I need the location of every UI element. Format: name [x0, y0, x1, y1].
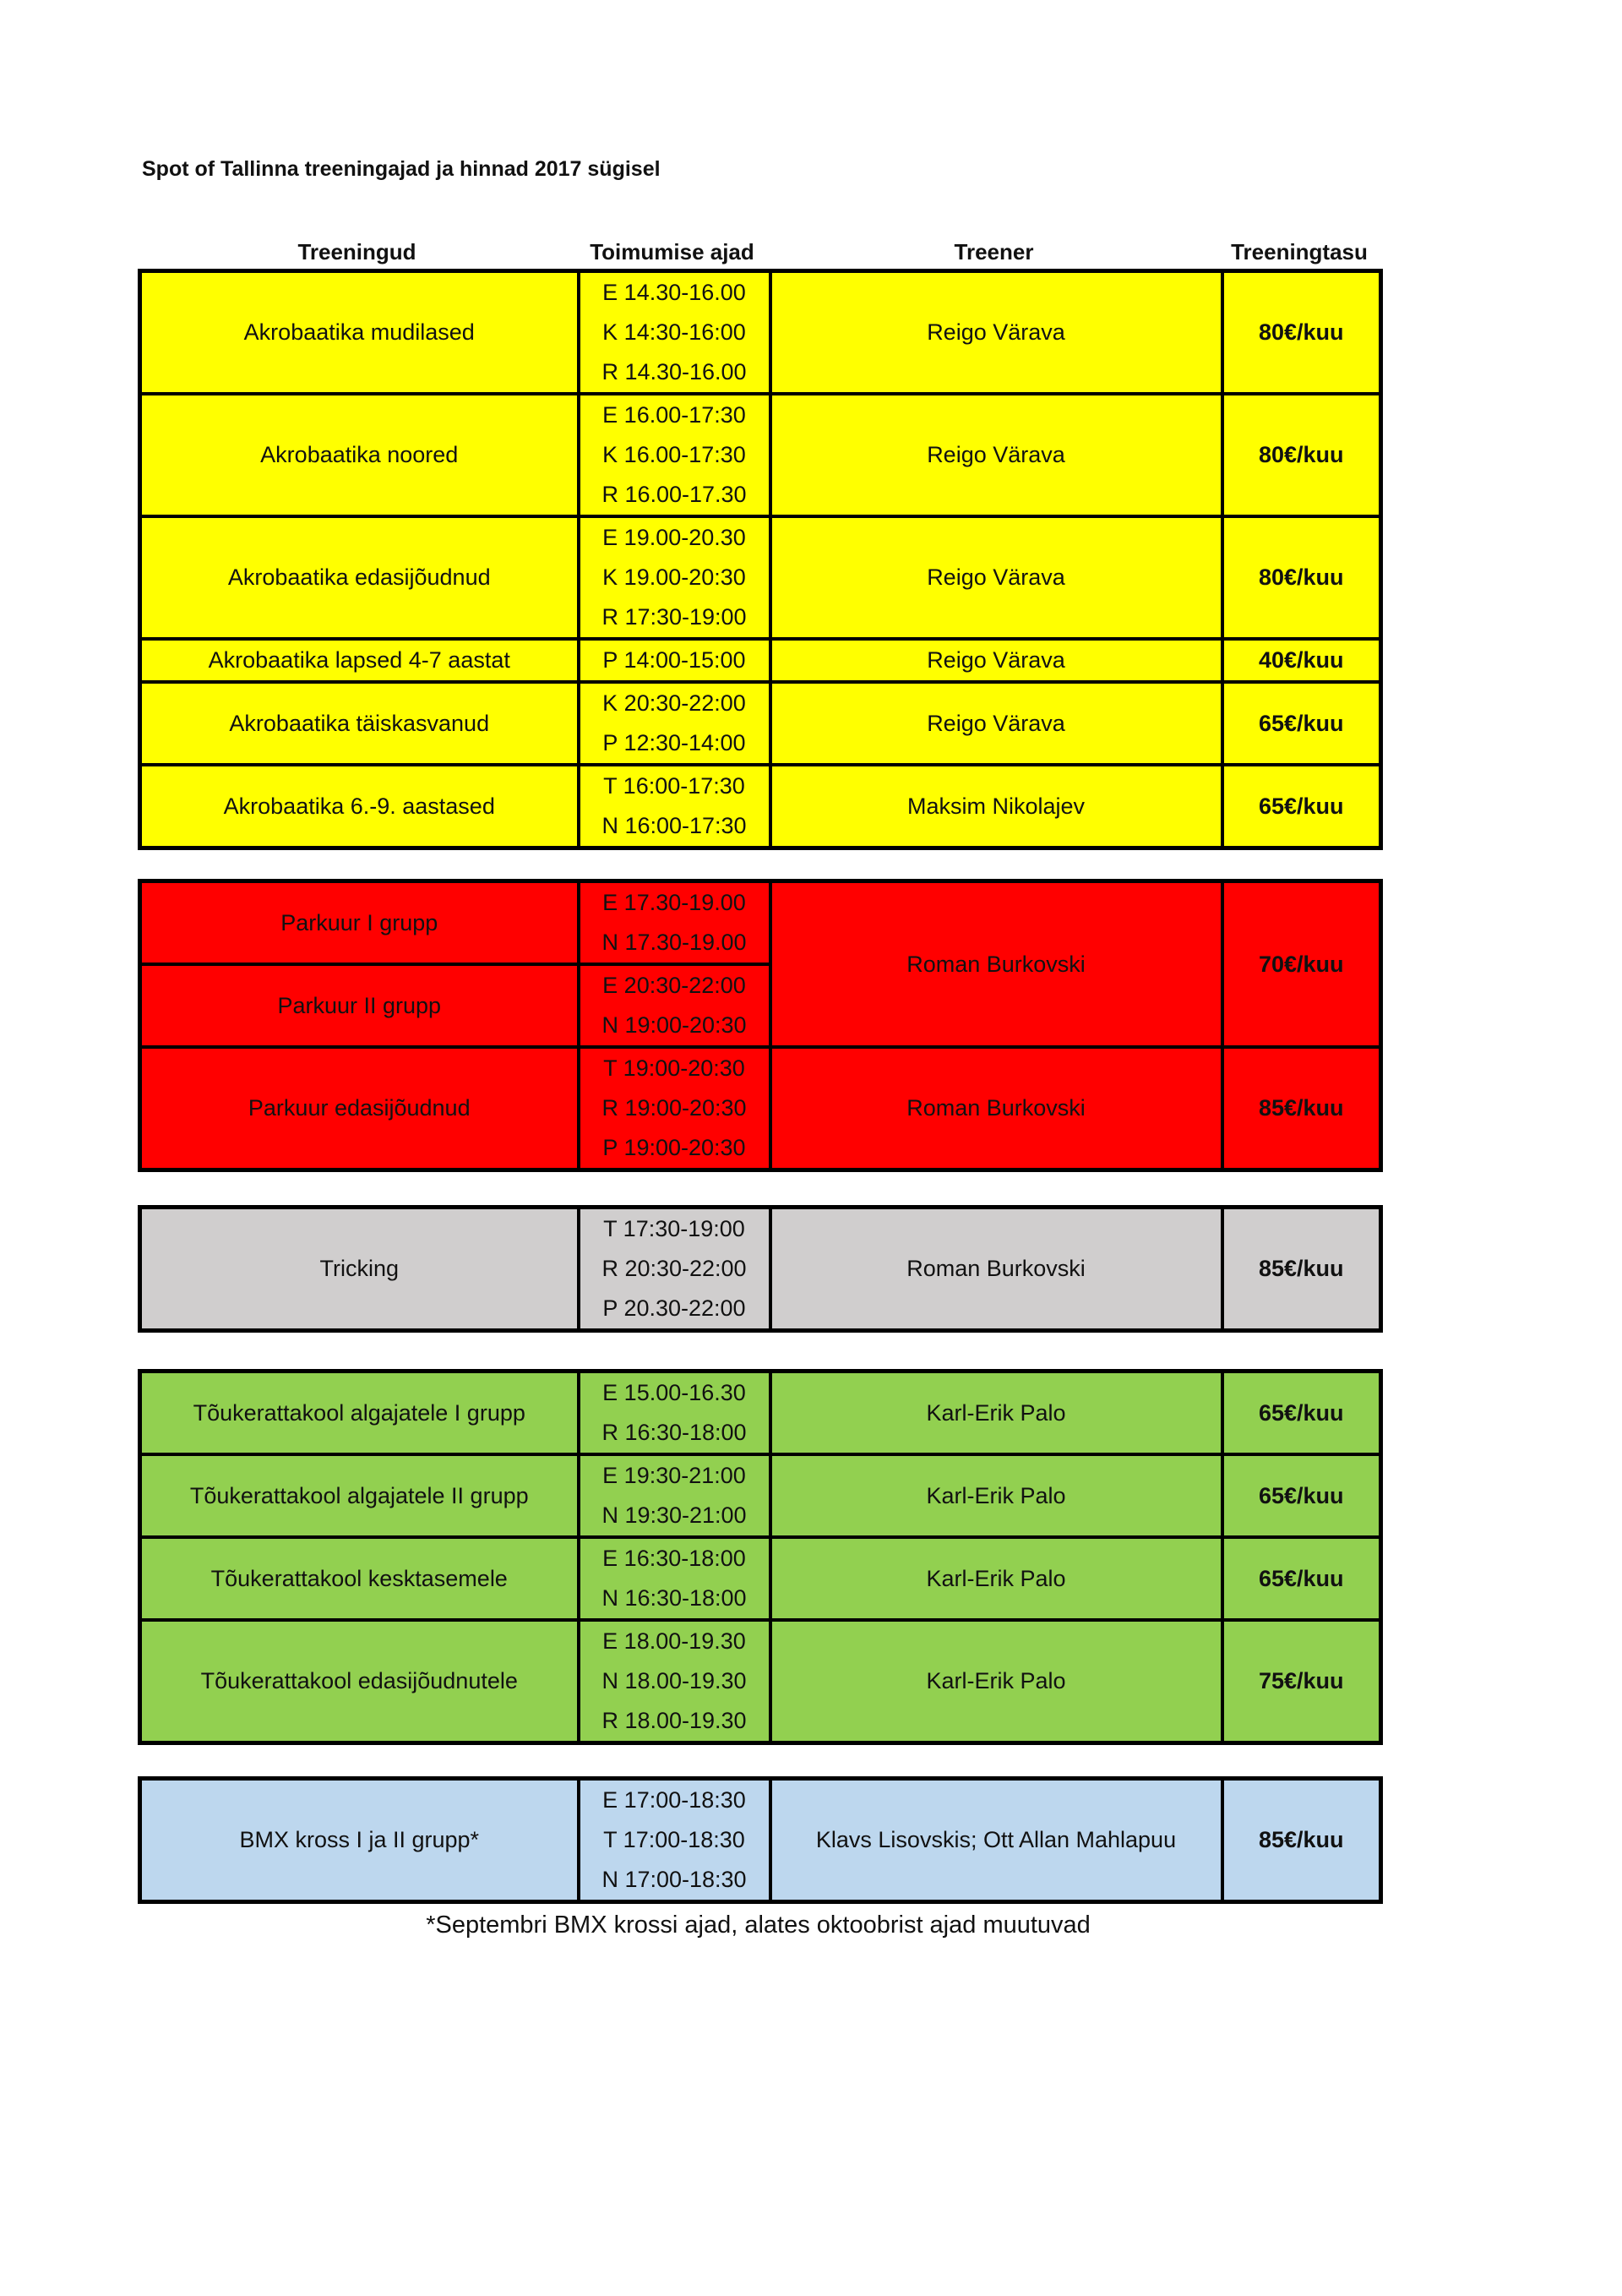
coach-name: Karl-Erik Palo — [770, 1372, 1222, 1455]
coach-name: Roman Burkovski — [770, 881, 1222, 1048]
training-times — [579, 964, 770, 1047]
time-slot: E 15.00-16.30 — [602, 1380, 746, 1405]
coach-name: Maksim Nikolajev — [770, 765, 1222, 848]
time-slot: E 16:30-18:00 — [602, 1546, 746, 1571]
training-name: Akrobaatika täiskasvanud — [140, 682, 579, 765]
time-slot: E 14.30-16.00 — [602, 280, 746, 305]
time-slot: N 18.00-19.30 — [601, 1668, 747, 1693]
training-name: Akrobaatika lapsed 4-7 aastat — [140, 639, 579, 682]
time-slot: T 17:30-19:00 — [603, 1216, 745, 1241]
time-slot: N 19:30-21:00 — [601, 1502, 747, 1528]
training-name: Tricking — [140, 1208, 579, 1331]
training-name: Tõukerattakool kesktasemele — [140, 1537, 579, 1620]
time-slot: E 20:30-22:00 — [602, 973, 746, 998]
coach-name: Roman Burkovski — [770, 1208, 1222, 1331]
footnote: *Septembri BMX krossi ajad, alates oktoobrist ajad muutuvad — [426, 1912, 1091, 1939]
table-row — [140, 271, 1381, 395]
time-slot: R 18.00-19.30 — [601, 1708, 747, 1733]
header-times: Toimumise ajad — [590, 239, 754, 265]
time-slot: E 17:00-18:30 — [602, 1787, 746, 1813]
training-name: Akrobaatika 6.-9. aastased — [140, 765, 579, 848]
table-row — [140, 394, 1381, 516]
parkour-table — [138, 879, 1383, 1172]
training-times — [579, 1620, 770, 1743]
table-row — [140, 682, 1381, 765]
training-times — [579, 1537, 770, 1620]
coach-name: Reigo Värava — [770, 639, 1222, 682]
training-fee: 65€/kuu — [1222, 1537, 1381, 1620]
column-headers — [138, 235, 1379, 269]
time-slot: N 17:00-18:30 — [601, 1867, 747, 1892]
training-fee: 85€/kuu — [1222, 1779, 1381, 1902]
time-slot: P 12:30-14:00 — [602, 730, 746, 755]
training-fee: 80€/kuu — [1222, 271, 1381, 395]
header-fee: Treeningtasu — [1231, 239, 1368, 265]
time-slot: K 14:30-16:00 — [602, 319, 746, 345]
time-slot: R 16:30-18:00 — [601, 1420, 747, 1445]
acrobatics-table — [138, 269, 1383, 850]
tricking-table — [138, 1205, 1383, 1333]
training-fee: 65€/kuu — [1222, 1372, 1381, 1455]
training-times — [579, 1454, 770, 1537]
time-slot: P 14:00-15:00 — [602, 647, 746, 673]
coach-name: Karl-Erik Palo — [770, 1537, 1222, 1620]
coach-name: Karl-Erik Palo — [770, 1454, 1222, 1537]
training-fee: 80€/kuu — [1222, 394, 1381, 516]
training-name: Tõukerattakool edasijõudnutele — [140, 1620, 579, 1743]
training-name: Akrobaatika noored — [140, 394, 579, 516]
training-fee: 75€/kuu — [1222, 1620, 1381, 1743]
training-fee: 65€/kuu — [1222, 765, 1381, 848]
time-slot: P 19:00-20:30 — [602, 1135, 746, 1160]
coach-name: Reigo Värava — [770, 516, 1222, 639]
time-slot: K 20:30-22:00 — [602, 690, 746, 716]
table-row — [140, 1372, 1381, 1455]
training-times — [579, 682, 770, 765]
training-fee: 85€/kuu — [1222, 1047, 1381, 1170]
training-times — [579, 639, 770, 682]
training-fee: 40€/kuu — [1222, 639, 1381, 682]
training-name: Parkuur II grupp — [140, 964, 579, 1047]
time-slot: R 16.00-17.30 — [601, 482, 747, 507]
time-slot: K 19.00-20:30 — [602, 564, 746, 590]
training-name: Parkuur edasijõudnud — [140, 1047, 579, 1170]
time-slot: T 19:00-20:30 — [603, 1055, 745, 1081]
time-slot: E 16.00-17:30 — [602, 402, 746, 428]
training-name: Tõukerattakool algajatele II grupp — [140, 1454, 579, 1537]
training-times — [579, 271, 770, 395]
training-times — [579, 1047, 770, 1170]
time-slot: P 20.30-22:00 — [602, 1295, 746, 1321]
time-slot: N 16:00-17:30 — [601, 813, 747, 838]
training-name: Akrobaatika mudilased — [140, 271, 579, 395]
header-trainings: Treeningud — [297, 239, 416, 265]
time-slot: R 20:30-22:00 — [601, 1256, 747, 1281]
coach-name: Reigo Värava — [770, 394, 1222, 516]
time-slot: R 19:00-20:30 — [601, 1095, 747, 1121]
header-coach: Treener — [954, 239, 1034, 265]
training-fee: 65€/kuu — [1222, 1454, 1381, 1537]
table-row — [140, 639, 1381, 682]
coach-name: Roman Burkovski — [770, 1047, 1222, 1170]
time-slot: N 19:00-20:30 — [601, 1012, 747, 1038]
coach-name: Reigo Värava — [770, 271, 1222, 395]
scooter-school-table — [138, 1369, 1383, 1745]
training-times — [579, 394, 770, 516]
table-row — [140, 881, 1381, 965]
training-fee: 85€/kuu — [1222, 1208, 1381, 1331]
table-row — [140, 1537, 1381, 1620]
training-fee: 80€/kuu — [1222, 516, 1381, 639]
training-times — [579, 1208, 770, 1331]
table-row — [140, 1208, 1381, 1331]
time-slot: E 19:30-21:00 — [602, 1463, 746, 1488]
table-row — [140, 1047, 1381, 1170]
table-row — [140, 1779, 1381, 1902]
time-slot: N 16:30-18:00 — [601, 1585, 747, 1611]
time-slot: R 17:30-19:00 — [601, 604, 747, 630]
coach-name: Karl-Erik Palo — [770, 1620, 1222, 1743]
coach-name: Klavs Lisovskis; Ott Allan Mahlapuu — [770, 1779, 1222, 1902]
page-title: Spot of Tallinna treeningajad ja hinnad 2017 sügisel — [142, 157, 661, 181]
table-row — [140, 1454, 1381, 1537]
time-slot: E 17.30-19.00 — [602, 890, 746, 915]
training-name: Tõukerattakool algajatele I grupp — [140, 1372, 579, 1455]
time-slot: T 17:00-18:30 — [603, 1827, 745, 1852]
training-name: Parkuur I grupp — [140, 881, 579, 965]
time-slot: R 14.30-16.00 — [601, 359, 747, 384]
time-slot: E 19.00-20.30 — [602, 525, 746, 550]
table-row — [140, 1620, 1381, 1743]
time-slot: T 16:00-17:30 — [603, 773, 745, 799]
training-times — [579, 881, 770, 965]
training-name: BMX kross I ja II grupp* — [140, 1779, 579, 1902]
coach-name: Reigo Värava — [770, 682, 1222, 765]
table-row — [140, 516, 1381, 639]
training-times — [579, 1779, 770, 1902]
training-times — [579, 516, 770, 639]
table-row — [140, 765, 1381, 848]
training-fee: 70€/kuu — [1222, 881, 1381, 1048]
time-slot: E 18.00-19.30 — [602, 1628, 746, 1654]
time-slot: K 16.00-17:30 — [602, 442, 746, 467]
bmx-table — [138, 1776, 1383, 1904]
training-times — [579, 765, 770, 848]
training-fee: 65€/kuu — [1222, 682, 1381, 765]
training-times — [579, 1372, 770, 1455]
training-name: Akrobaatika edasijõudnud — [140, 516, 579, 639]
time-slot: N 17.30-19.00 — [601, 930, 747, 955]
